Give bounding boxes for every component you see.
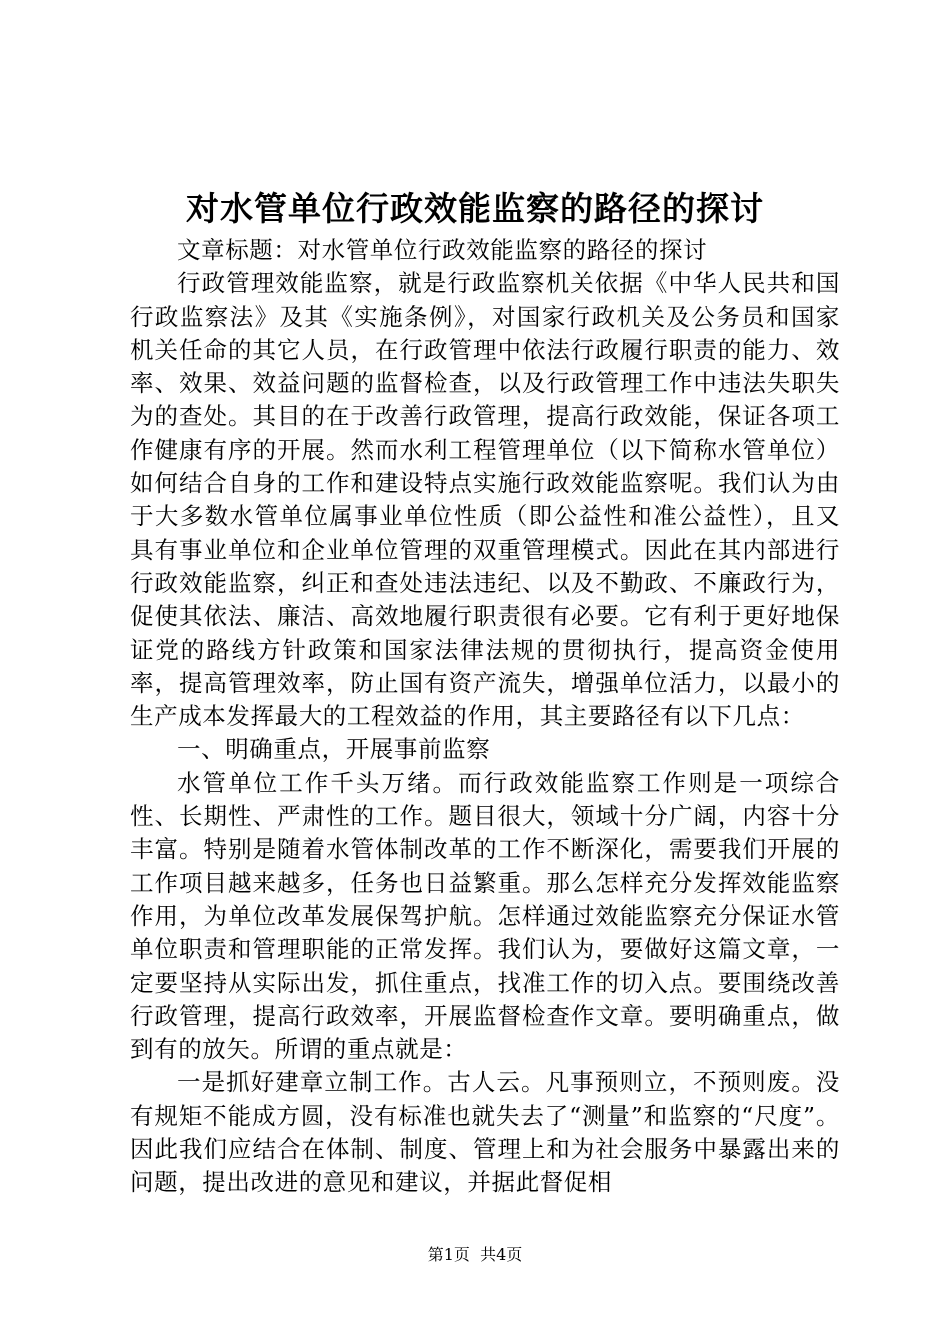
paragraph-section-1: 水管单位工作千头万绪。而行政效能监察工作则是一项综合性、长期性、严肃性的工作。题目很大，领域十分广阔，内容十分丰富。特别是随着水管体制改革的工作不断深化，需要我们开展的工作项目越来越多，任务也日益繁重。那么怎样充分发挥效能监察作用，为单位改革发展保驾护航。怎样通过效能监察充分保证水管单位职责和管理职能的正常发挥。我们认为，要做好这篇文章，一定要坚持从实际出发，抓住重点，找准工作的切入点。要围绕改善行政管理，提高行政效率，开展监督检查作文章。要明确重点，做到有的放矢。所谓的重点就是： [130,768,840,1064]
page-footer [0,1244,950,1266]
document-body [130,234,840,1200]
paragraph-article-title: 文章标题：对水管单位行政效能监察的路径的探讨 [177,236,708,264]
document-title: 对水管单位行政效能监察的路径的探讨 [186,189,764,228]
paragraph-point-1: 一是抓好建章立制工作。古人云。凡事预则立，不预则废。没有规矩不能成方圆，没有标准也就失去了“测量”和监察的“尺度”。因此我们应结合在体制、制度、管理上和为社会服务中暴露出来的问题，提出改进的意见和建议，并据此督促相 [130,1068,840,1197]
page-number: 第1页 共4页 [427,1245,523,1264]
section-heading-1: 一、明确重点，开展事前监察 [177,735,491,764]
paragraph-intro: 行政管理效能监察，就是行政监察机关依据《中华人民共和国行政监察法》及其《实施条例》，对国家行政机关及公务员和国家机关任命的其它人员，在行政管理中依法行政履行职责的能力、效率、效果、效益问题的监督检查，以及行政管理工作中违法失职失为的查处。其目的在于改善行政管理，提高行政效能，保证各项工作健康有序的开展。然而水利工程管理单位（以下简称水管单位）如何结合自身的工作和建设特点实施行政效能监察呢。我们认为由于大多数水管单位属事业单位性质（即公益性和准公益性），且又具有事业单位和企业单位管理的双重管理模式。因此在其内部进行行政效能监察，纠正和查处违法违纪、以及不勤政、不廉政行为，促使其依法、廉洁、高效地履行职责很有必要。它有利于更好地保证党的路线方针政策和国家法律法规的贯彻执行，提高资金使用率，提高管理效率，防止国有资产流失，增强单位活力，以最小的生产成本发挥最大的工程效益的作用，其主要路径有以下几点： [130,269,840,731]
